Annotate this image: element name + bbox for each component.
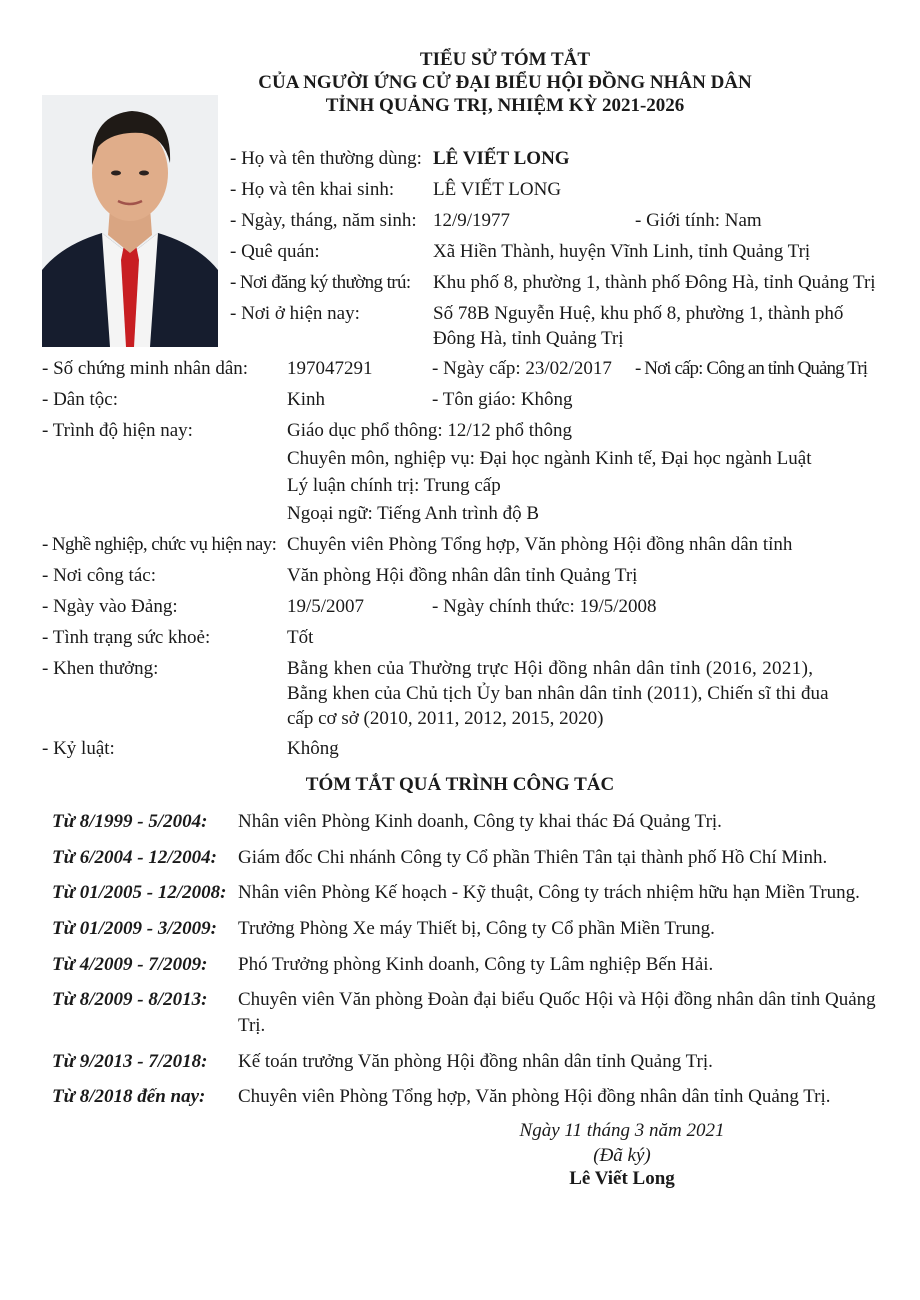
discipline-value: Không (287, 738, 339, 759)
career-description: Giám đốc Chi nhánh Công ty Cổ phần Thiên Tân tại thành phố Hồ Chí Minh. (238, 847, 828, 868)
awards-line-3: cấp cơ sở (2010, 2011, 2012, 2015, 2020) (287, 708, 604, 729)
career-description: Phó Trưởng phòng Kinh doanh, Công ty Lâm nghiệp Bến Hải. (238, 954, 714, 975)
common-name-value: LÊ VIẾT LONG (433, 148, 570, 169)
career-description: Kế toán trưởng Văn phòng Hội đồng nhân dân tỉnh Quảng Trị. (238, 1051, 713, 1072)
career-period: Từ 9/2013 - 7/2018: (52, 1051, 208, 1072)
title-line-3: TỈNH QUẢNG TRỊ, NHIỆM KỲ 2021-2026 (325, 95, 685, 116)
portrait-photo (42, 95, 218, 347)
occupation-row (42, 533, 793, 557)
id-label: - Số chứng minh nhân dân: (42, 358, 249, 379)
current-address-label: - Nơi ở hiện nay: (230, 303, 360, 324)
ethnicity-row (42, 388, 573, 412)
career-description: Chuyên viên Phòng Tổng hợp, Văn phòng Hội đồng nhân dân tỉnh Quảng Trị. (238, 1086, 831, 1107)
gender-value: - Giới tính: Nam (635, 210, 762, 231)
awards-label: - Khen thưởng: (42, 658, 159, 679)
common-name-row (230, 147, 570, 171)
health-row (42, 626, 314, 650)
career-description: Chuyên viên Văn phòng Đoàn đại biểu Quốc Hội và Hội đồng nhân dân tỉnh Quảng Trị. (238, 989, 876, 1036)
party-label: - Ngày vào Đảng: (42, 596, 178, 617)
signature-date: Ngày 11 tháng 3 năm 2021 (519, 1120, 725, 1141)
title-line-1: TIỂU SỬ TÓM TẮT (419, 49, 591, 70)
hometown-value: Xã Hiền Thành, huyện Vĩnh Linh, tỉnh Quảng Trị (433, 241, 811, 262)
ethnicity-value: Kinh (287, 389, 325, 410)
career-period: Từ 01/2009 - 3/2009: (52, 918, 217, 939)
id-date: - Ngày cấp: 23/02/2017 (432, 358, 612, 379)
awards-line-1: Bằng khen của Thường trực Hội đồng nhân dân tỉnh (2016, 2021), (287, 658, 814, 679)
education-line-4: Ngoại ngữ: Tiếng Anh trình độ B (287, 503, 540, 524)
religion-value: - Tôn giáo: Không (432, 389, 573, 410)
health-label: - Tình trạng sức khoẻ: (42, 627, 211, 648)
discipline-row (42, 737, 339, 761)
workplace-label: - Nơi công tác: (42, 565, 156, 586)
signature-name: Lê Viết Long (569, 1168, 675, 1189)
id-row (42, 357, 868, 381)
career-description: Nhân viên Phòng Kinh doanh, Công ty khai thác Đá Quảng Trị. (238, 811, 722, 832)
party-date: 19/5/2007 (287, 596, 365, 617)
career-period: Từ 8/2018 đến nay: (52, 1086, 206, 1107)
birth-name-label: - Họ và tên khai sinh: (230, 179, 395, 200)
birth-name-row (230, 178, 562, 202)
discipline-label: - Kỷ luật: (42, 738, 115, 759)
common-name-label: - Họ và tên thường dùng: (230, 148, 422, 169)
education-row (42, 419, 812, 524)
party-official-date: - Ngày chính thức: 19/5/2008 (432, 596, 657, 617)
education-line-2: Chuyên môn, nghiệp vụ: Đại học ngành Kinh tế, Đại học ngành Luật (287, 448, 812, 469)
career-period: Từ 6/2004 - 12/2004: (52, 847, 217, 868)
career-section-title: TÓM TẮT QUÁ TRÌNH CÔNG TÁC (305, 774, 615, 795)
health-value: Tốt (287, 627, 314, 648)
current-address-line-2: Đông Hà, tỉnh Quảng Trị (433, 328, 624, 349)
dob-row (230, 209, 762, 233)
hometown-row (230, 240, 811, 264)
career-period: Từ 8/2009 - 8/2013: (52, 989, 208, 1010)
career-period: Từ 4/2009 - 7/2009: (52, 954, 208, 975)
career-period: Từ 8/1999 - 5/2004: (52, 811, 208, 832)
workplace-value: Văn phòng Hội đồng nhân dân tỉnh Quảng Trị (287, 565, 638, 586)
workplace-row (42, 564, 638, 588)
dob-label: - Ngày, tháng, năm sinh: (230, 210, 417, 231)
current-address-line-1: Số 78B Nguyễn Huệ, khu phố 8, phường 1, thành phố (433, 303, 844, 324)
ethnicity-label: - Dân tộc: (42, 389, 118, 410)
occupation-value: Chuyên viên Phòng Tổng hợp, Văn phòng Hội đồng nhân dân tỉnh (287, 534, 793, 555)
birth-name-value: LÊ VIẾT LONG (433, 179, 562, 200)
residence-label: - Nơi đăng ký thường trú: (230, 272, 411, 293)
id-value: 197047291 (287, 358, 373, 379)
career-description: Nhân viên Phòng Kế hoạch - Kỹ thuật, Công ty trách nhiệm hữu hạn Miền Trung. (238, 882, 860, 903)
hometown-label: - Quê quán: (230, 241, 320, 262)
awards-line-2: Bằng khen của Chủ tịch Ủy ban nhân dân tỉnh (2011), Chiến sĩ thi đua (287, 683, 829, 704)
current-address-row (230, 302, 844, 349)
career-description: Trưởng Phòng Xe máy Thiết bị, Công ty Cổ phần Miền Trung. (238, 918, 715, 939)
portrait-illustration (42, 95, 218, 347)
title-line-2: CỦA NGƯỜI ỨNG CỬ ĐẠI BIỂU HỘI ĐỒNG NHÂN DÂN (258, 72, 752, 93)
dob-value: 12/9/1977 (433, 210, 511, 231)
education-label: - Trình độ hiện nay: (42, 420, 193, 441)
party-row (42, 595, 657, 619)
residence-value: Khu phố 8, phường 1, thành phố Đông Hà, tỉnh Quảng Trị (433, 272, 876, 293)
education-line-1: Giáo dục phổ thông: 12/12 phổ thông (287, 420, 572, 441)
residence-row (230, 271, 876, 295)
signature-status: (Đã ký) (593, 1145, 651, 1166)
id-place: - Nơi cấp: Công an tỉnh Quảng Trị (635, 358, 868, 379)
occupation-label: - Nghề nghiệp, chức vụ hiện nay: (42, 534, 277, 555)
education-line-3: Lý luận chính trị: Trung cấp (287, 475, 501, 496)
awards-row (42, 657, 829, 729)
career-period: Từ 01/2005 - 12/2008: (52, 882, 227, 903)
